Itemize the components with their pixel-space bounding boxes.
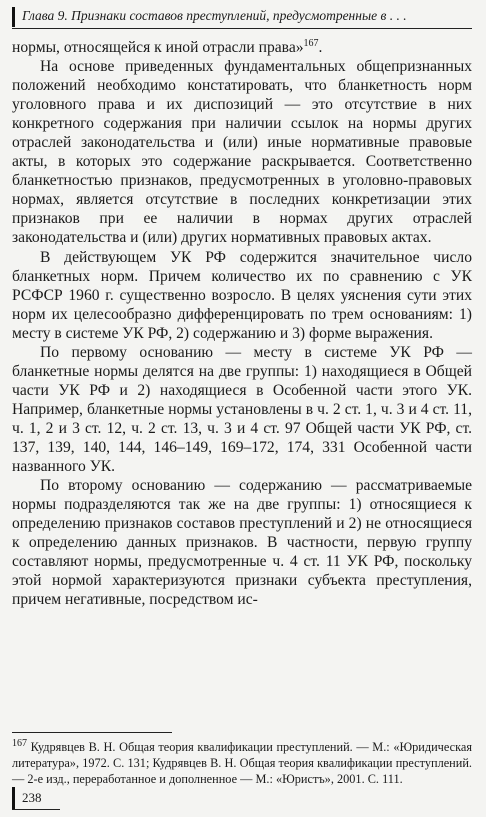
header-bar	[12, 7, 15, 27]
footer-bar	[12, 787, 15, 809]
paragraph: По первому основанию — месту в системе УК РФ — бланкетные нормы делятся на две группы: 1) находящиеся в Общей части УК РФ и 2) находящиеся в Особенной части этого УК. Например, бланкетные нормы установлены в ч. 2 ст. 1, ч. 3 и 4 ст. 11, ч. 1, 2 и 3 ст. 12, ч. 2 ст. 13, ч. 3 и 4 ст. 97 Общей части УК РФ, ст. 137, 139, 140, 144, 146–149, 169–172, 174, 331 Особенной части названного УК.	[12, 343, 472, 476]
paragraph: нормы, относящейся к иной отрасли права»$^{167}$.	[12, 37, 323, 56]
footer-rule	[12, 809, 60, 810]
footnote	[12, 739, 472, 787]
footnote-text: Кудрявцев В. Н. Общая теория квалификации преступлений. — М.: «Юридическая литература», 1972. С. 131; Кудрявцев В. Н. Общая теория квалификации преступлений. — 2-е изд., переработанное и дополненное — М.: «Юристъ», 2001. С. 111.	[12, 740, 472, 786]
main-text	[12, 38, 472, 609]
page-number: 238	[22, 790, 42, 805]
running-header	[12, 6, 472, 29]
paragraph: На основе приведенных фундаментальных общепризнанных положений необходимо констатировать, что бланкетность норм уголовного права и их диспозиций — это отсутствие в них конкретного содержания при наличии ссылок на нормы других отраслей законодательства и (или) иные нормативные правовые акты, в которых это содержание раскрывается. Соответственно бланкетностью признаков, предусмотренных в уголовно-правовых нормах, является отсутствие в последних конкретизации этих признаков при ее наличии в нормах других отраслей законодательства и (или) других нормативных правовых актах.	[12, 58, 472, 247]
chapter-title: Глава 9. Признаки составов преступлений, предусмотренные в . . .	[22, 8, 407, 23]
footnote-reference: 167	[303, 37, 319, 49]
footnote-number: 167	[12, 737, 27, 749]
paragraph-text: нормы, относящейся к иной отрасли права»	[12, 39, 304, 56]
paragraph: В действующем УК РФ содержится значительное число бланкетных норм. Причем количество их по сравнению с УК РСФСР 1960 г. существенно возросло. В целях уяснения сути этих норм их целесообразно дифференцировать по трем основаниям: 1) месту в системе УК РФ, 2) содержанию и 3) форме выражения.	[12, 248, 472, 342]
page-footer	[12, 787, 472, 811]
paragraph: По второму основанию — содержанию — рассматриваемые нормы подразделяются так же на две группы: 1) относящиеся к определению признаков составов преступлений и 2) не относящиеся к определению данных признаков. В частности, первую группу составляют нормы, предусмотренные ч. 4 ст. 11 УК РФ, поскольку этой нормой характеризуются признаки субъекта преступления, причем негативные, посредством ис-	[12, 477, 472, 609]
footnote-divider	[12, 732, 172, 733]
